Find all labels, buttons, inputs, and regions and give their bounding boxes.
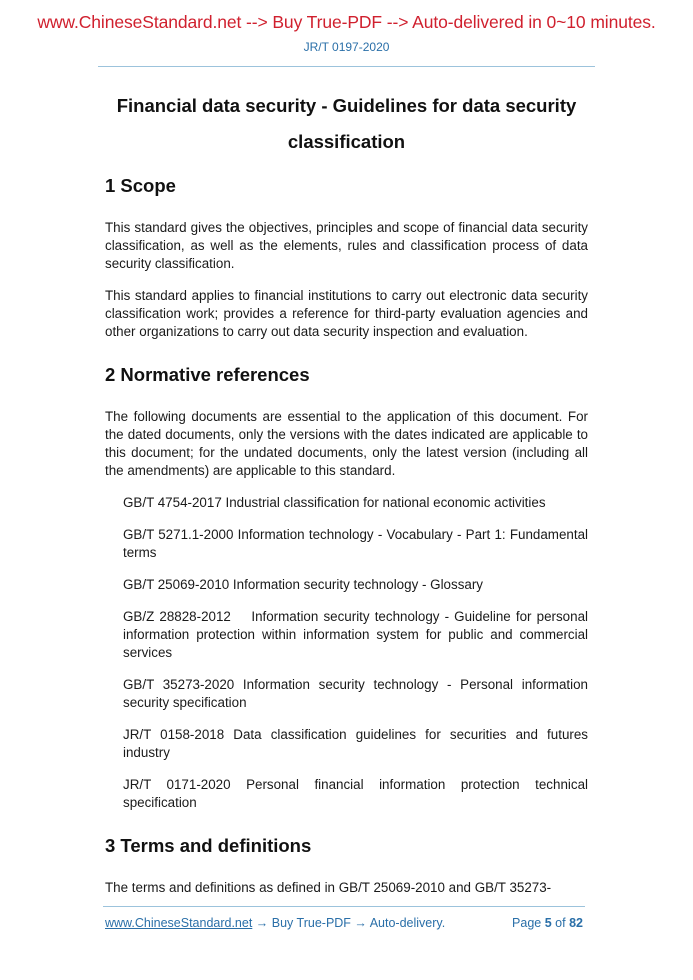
paragraph: This standard applies to financial institutions to carry out electronic data security classification work; provides a reference for third-party evaluation agencies and other organizations to carry out data security inspection and evaluation.: [105, 288, 588, 339]
page-indicator: [512, 916, 583, 930]
paragraph: The terms and definitions as defined in GB/T 25069-2010 and GB/T 35273-: [105, 880, 552, 895]
section-heading: 2 Normative references: [105, 364, 310, 385]
document-title: [60, 88, 633, 160]
footer-divider: [103, 906, 585, 907]
section-terms-and-definitions: [105, 834, 588, 897]
paragraph: The following documents are essential to the application of this document. For the dated documents, only the versions with the dates indicated are applicable to this document; for the undated documents, only the latest version (including all the amendments) are applicable to this standard.: [105, 409, 588, 478]
page-footer: [105, 916, 585, 930]
reference-item: GB/T 4754-2017 Industrial classification for national economic activities: [123, 495, 546, 510]
reference-item: GB/T 5271.1-2000 Information technology - Vocabulary - Part 1: Fundamental terms: [123, 527, 588, 560]
reference-item: GB/T 25069-2010 Information security technology - Glossary: [123, 577, 483, 592]
paragraph: This standard gives the objectives, principles and scope of financial data security classification, as well as the elements, rules and classification process of data security classification.: [105, 220, 588, 271]
footer-tagline: → Buy True-PDF → Auto-delivery.: [252, 916, 446, 930]
document-body: [105, 174, 588, 897]
header-divider: [98, 66, 595, 67]
document-code: JR/T 0197-2020: [303, 40, 390, 54]
reference-item: GB/Z 28828-2012 Information security technology - Guideline for personal information protection within information system for public and commercial services: [123, 609, 588, 660]
section-heading: 1 Scope: [105, 175, 176, 196]
reference-item: GB/T 35273-2020 Information security technology - Personal information security specification: [123, 677, 588, 710]
title-line-2: classification: [287, 131, 406, 152]
title-line-1: Financial data security - Guidelines for data security: [116, 95, 577, 116]
reference-list: [123, 494, 588, 812]
section-scope: [105, 174, 588, 341]
page-of: of: [555, 916, 566, 930]
page-label: Page: [512, 916, 542, 930]
footer-site-link[interactable]: www.ChineseStandard.net: [105, 916, 253, 930]
reference-item: JR/T 0171-2020 Personal financial information protection technical specification: [123, 777, 588, 810]
reference-item: JR/T 0158-2018 Data classification guidelines for securities and futures industry: [123, 727, 588, 760]
promo-banner[interactable]: www.ChineseStandard.net --> Buy True-PDF --> Auto-delivered in 0~10 minutes.: [37, 12, 656, 32]
section-normative-references: [105, 363, 588, 812]
page-current: 5: [544, 916, 552, 930]
section-heading: 3 Terms and definitions: [105, 835, 312, 856]
page-total: 82: [569, 916, 583, 930]
